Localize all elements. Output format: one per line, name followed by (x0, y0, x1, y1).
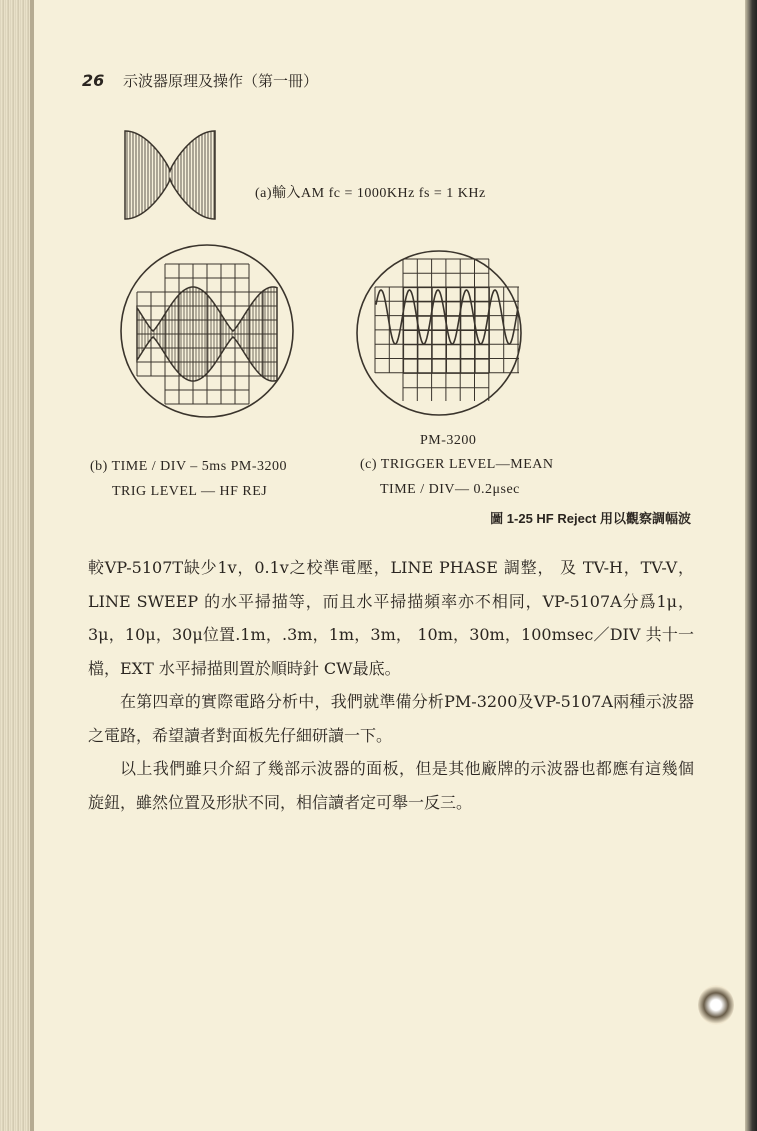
body-text (88, 551, 694, 819)
page-blemish (698, 985, 734, 1025)
book-title: 示波器原理及操作（第一冊） (123, 72, 319, 90)
am-envelope-outline (125, 131, 215, 219)
paragraph: 較VP-5107T缺少1v，0.1v之校準電壓，LINE PHASE 調整， 及 TV-H，TV-V，LINE SWEEP 的水平掃描等，而且水平掃描頻率亦不相同，VP-5107A分爲1μ，3μ，10μ，30μ位置.1m，.3m，1m，3m， 10m，30m，100msec／DIV 共十一檔，EXT 水平掃描則置於順時針 CW最底。 (88, 558, 694, 678)
am-envelope-drawing (125, 131, 215, 219)
figure-caption: 圖 1-25 HF Reject 用以觀察調幅波 (490, 511, 691, 526)
caption-b-line1: (b) TIME / DIV – 5ms PM-3200 (90, 459, 288, 474)
crt-screen-circle (357, 251, 521, 415)
caption-c-model: PM-3200 (420, 433, 477, 448)
scope-screen-b (121, 245, 293, 417)
caption-b-line2: TRIG LEVEL — HF REJ (112, 484, 268, 499)
scope-screen-c (357, 251, 521, 415)
caption-c-line2: TIME / DIV— 0.2μsec (380, 482, 520, 497)
caption-c-line1: (c) TRIGGER LEVEL—MEAN (360, 457, 554, 472)
caption-a: (a)輸入AM fc = 1000KHz fs = 1 KHz (255, 186, 486, 201)
paragraph: 在第四章的實際電路分析中，我們就準備分析PM-3200及VP-5107A兩種示波器之電路，希望讀者對面板先仔細研讀一下。 (88, 692, 694, 745)
page-number: 26 (82, 71, 105, 90)
paragraph: 以上我們雖只介紹了幾部示波器的面板，但是其他廠牌的示波器也都應有這幾個旋鈕，雖然位置及形狀不同，相信讀者定可舉一反三。 (88, 759, 694, 812)
